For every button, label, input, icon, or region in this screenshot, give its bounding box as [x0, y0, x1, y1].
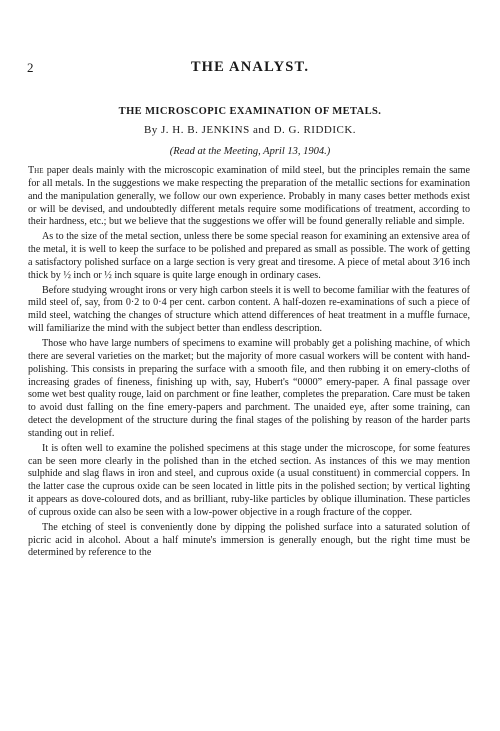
paragraph: Those who have large numbers of specimens to examine will probably get a polishing machine, of which there are several varieties on the market; but the majority of more casual workers will be content with hand-polishing. This consists in preparing the surface with a smooth file, and then rubbing it on emery-cloths of increasing grades of fineness, finishing up with, say, Hubert's “0000” emery-paper. A final passage over some wet best quality rouge, laid on parchment or fine leather, completes the preparation. Care must be taken to avoid dust falling on the fine emery-papers and parchment. The unaided eye, after some training, can detect the development of the structure during the final stages of the polishing by reason of the harder parts standing out in relief. — [28, 337, 470, 439]
paragraph: It is often well to examine the polished specimens at this stage under the microscope, for some features can be seen more clearly in the polished than in the etched section. As instances of this we may mention sulphide and slag flaws in iron and steel, and cuprous oxide (a usual constituent) in commercial coppers. In the latter case the cuprous oxide can be seen located in little pits in the polished section; by vertical lighting it appears as dove-coloured dots, and as brilliant, ruby-like particles by oblique illumination. These particles of cuprous oxide can also be seen with a low-power objective in a rough fracture of the copper. — [28, 442, 470, 518]
paragraph-text: paper deals mainly with the microscopic examination of mild steel, but the principles remain the same for all metals. In the suggestions we make respecting the preparation of the metallic sections for examination and the manipulation generally, we follow our own experience. Probably in many cases better methods exist or will be devised, and undoubtedly different metals require some modifications of treatment, according to their hardness, etc.; but we believe that the suggestions we offer will be found generally reliable and simple. — [28, 165, 470, 228]
journal-title: THE ANALYST. — [190, 59, 310, 75]
page-number: 2 — [27, 60, 34, 75]
paragraph: As to the size of the metal section, unless there be some special reason for examining an extensive area of the metal, it is well to keep the surface to be polished and prepared as small as possible. The work of getting a satisfactory polished surface on a large section is very great and tiresome. A piece of metal about 3⁄16 inch thick by ½ inch or ½ inch square is quite large enough in ordinary cases. — [28, 231, 470, 281]
article-title: THE MICROSCOPIC EXAMINATION OF METALS. — [118, 106, 382, 117]
paragraph: The etching of steel is conveniently done by dipping the polished surface into a saturated solution of picric acid in alcohol. About a half minute's immersion is generally enough, but the right time must be determined by reference to the — [28, 521, 470, 559]
lead-word: The — [28, 165, 44, 176]
meeting-note: (Read at the Meeting, April 13, 1904.) — [169, 146, 331, 157]
article-body — [28, 165, 470, 562]
paragraph: Before studying wrought irons or very high carbon steels it is well to become familiar with the features of mild steel of, say, from 0·2 to 0·4 per cent. carbon content. A half-dozen re-examinations of such a piece of mild steel, watching the changes of structure which attend differences of heat treatment in a muffle furnace, will familiarize the mind with the subject better than endless description. — [28, 284, 470, 335]
paragraph — [28, 165, 470, 229]
article-authors: By J. H. B. JENKINS and D. G. RIDDICK. — [143, 124, 357, 136]
